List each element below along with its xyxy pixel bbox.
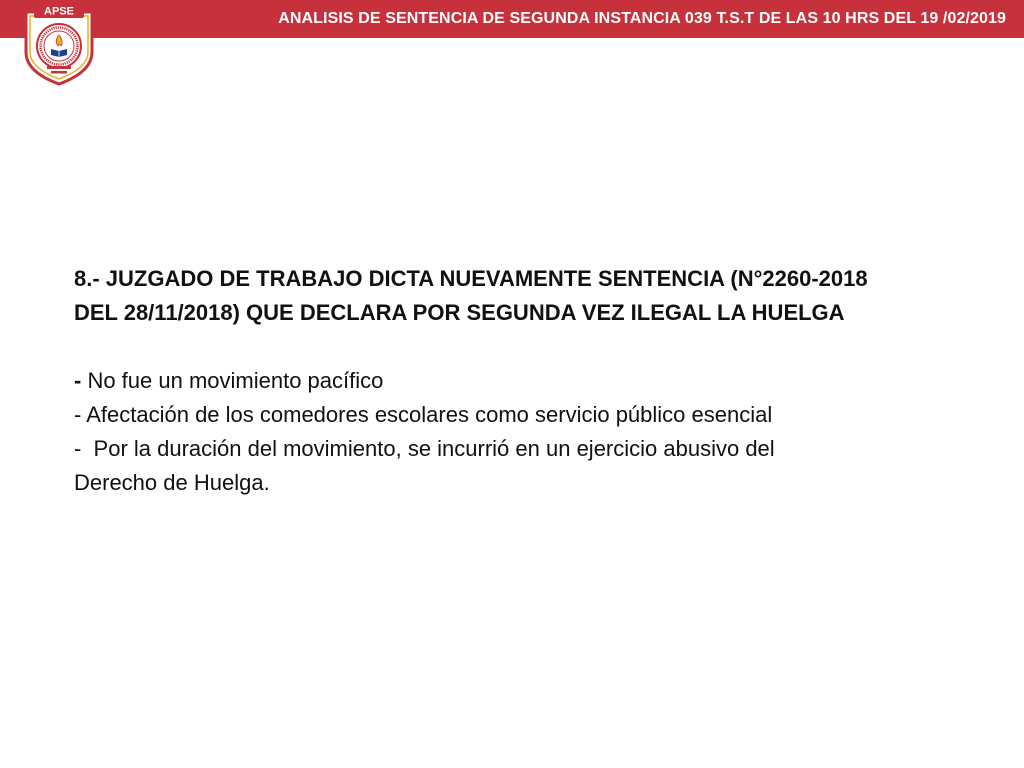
bullet-dash: - bbox=[74, 368, 82, 393]
header-title: ANALISIS DE SENTENCIA DE SEGUNDA INSTANCIA 039 T.S.T DE LAS 10 HRS DEL 19 /02/2019 bbox=[278, 10, 1006, 27]
bullet-dash: - bbox=[74, 436, 82, 461]
bullet-text: Por la duración del movimiento, se incurrió en un ejercicio abusivo del bbox=[81, 436, 775, 461]
bullet-text: No fue un movimiento pacífico bbox=[81, 368, 384, 393]
bullet-item bbox=[74, 432, 974, 466]
heading-line-1: 8.- JUZGADO DE TRABAJO DICTA NUEVAMENTE SENTENCIA (N°2260-2018 bbox=[74, 266, 868, 291]
spacer bbox=[74, 330, 974, 364]
logo-banner-text: APSE bbox=[44, 5, 74, 18]
bullet-dash: - bbox=[74, 402, 82, 427]
main-content bbox=[74, 262, 974, 500]
bullet-item bbox=[74, 398, 974, 432]
bullet-item bbox=[74, 364, 974, 398]
section-heading bbox=[74, 262, 974, 330]
header-bar bbox=[0, 0, 1024, 38]
bullet-text: Afectación de los comedores escolares como servicio público esencial bbox=[81, 402, 773, 427]
apse-logo bbox=[20, 2, 98, 86]
bullet-continuation: Derecho de Huelga. bbox=[74, 470, 270, 495]
heading-line-2: DEL 28/11/2018) QUE DECLARA POR SEGUNDA VEZ ILEGAL LA HUELGA bbox=[74, 300, 845, 325]
